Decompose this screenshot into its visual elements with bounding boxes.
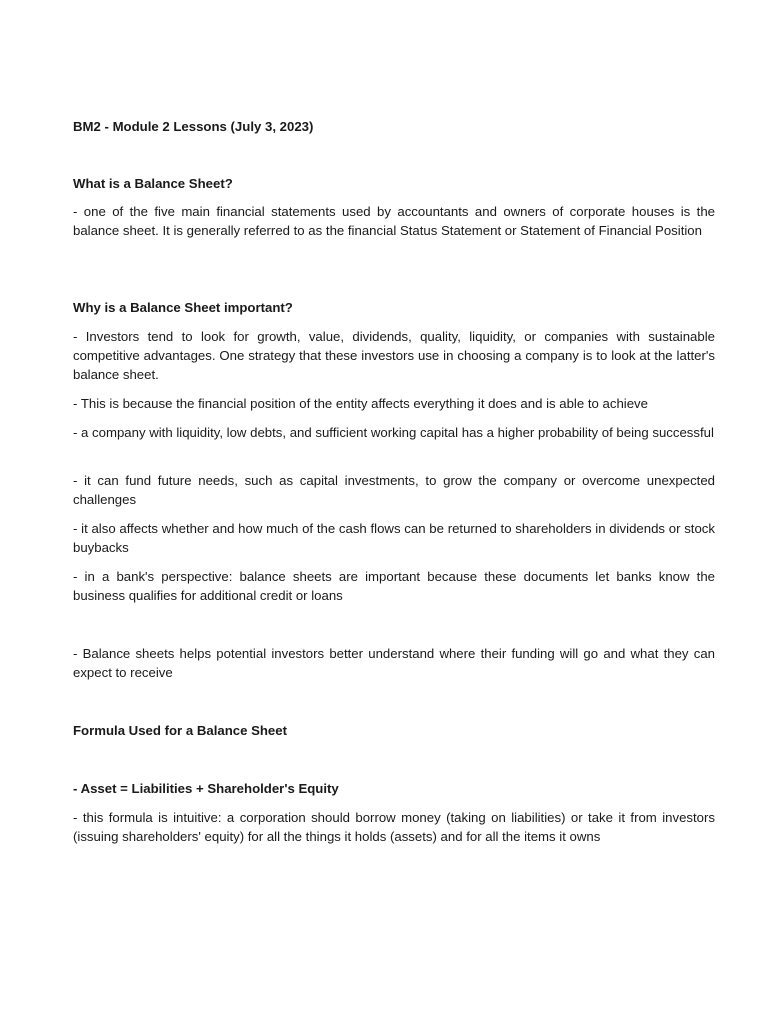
paragraph-cash-flows: - it also affects whether and how much of the cash flows can be returned to shareholders in dividends or stock buybacks bbox=[73, 521, 715, 555]
paragraph-potential-investors: - Balance sheets helps potential investors better understand where their funding will go and what they can expect to receive bbox=[73, 646, 715, 680]
heading-why-important: Why is a Balance Sheet important? bbox=[73, 300, 293, 315]
paragraph-definition: - one of the five main financial statements used by accountants and owners of corporate houses is the balance sheet. It is generally referred to as the financial Status Statement or Statement of Financial Position bbox=[73, 204, 715, 238]
paragraph-financial-position: - This is because the financial position of the entity affects everything it does and is able to achieve bbox=[73, 396, 648, 411]
heading-formula: Formula Used for a Balance Sheet bbox=[73, 723, 287, 738]
paragraph-future-needs: - it can fund future needs, such as capital investments, to grow the company or overcome unexpected challenges bbox=[73, 473, 715, 507]
paragraph-investors: - Investors tend to look for growth, value, dividends, quality, liquidity, or companies with sustainable competitive advantages. One strategy that these investors use in choosing a company is to look at the latter's balance sheet. bbox=[73, 329, 715, 382]
formula-equation: - Asset = Liabilities + Shareholder's Equity bbox=[73, 781, 339, 796]
heading-what-is-balance-sheet: What is a Balance Sheet? bbox=[73, 176, 233, 191]
paragraph-liquidity: - a company with liquidity, low debts, and sufficient working capital has a higher probability of being successful bbox=[73, 425, 714, 440]
paragraph-bank-perspective: - in a bank's perspective: balance sheets are important because these documents let banks know the business qualifies for additional credit or loans bbox=[73, 569, 715, 603]
paragraph-formula-explanation: - this formula is intuitive: a corporation should borrow money (taking on liabilities) or take it from investors (issuing shareholders' equity) for all the things it holds (assets) and for all the items it owns bbox=[73, 810, 715, 844]
document-title: BM2 - Module 2 Lessons (July 3, 2023) bbox=[73, 119, 314, 134]
